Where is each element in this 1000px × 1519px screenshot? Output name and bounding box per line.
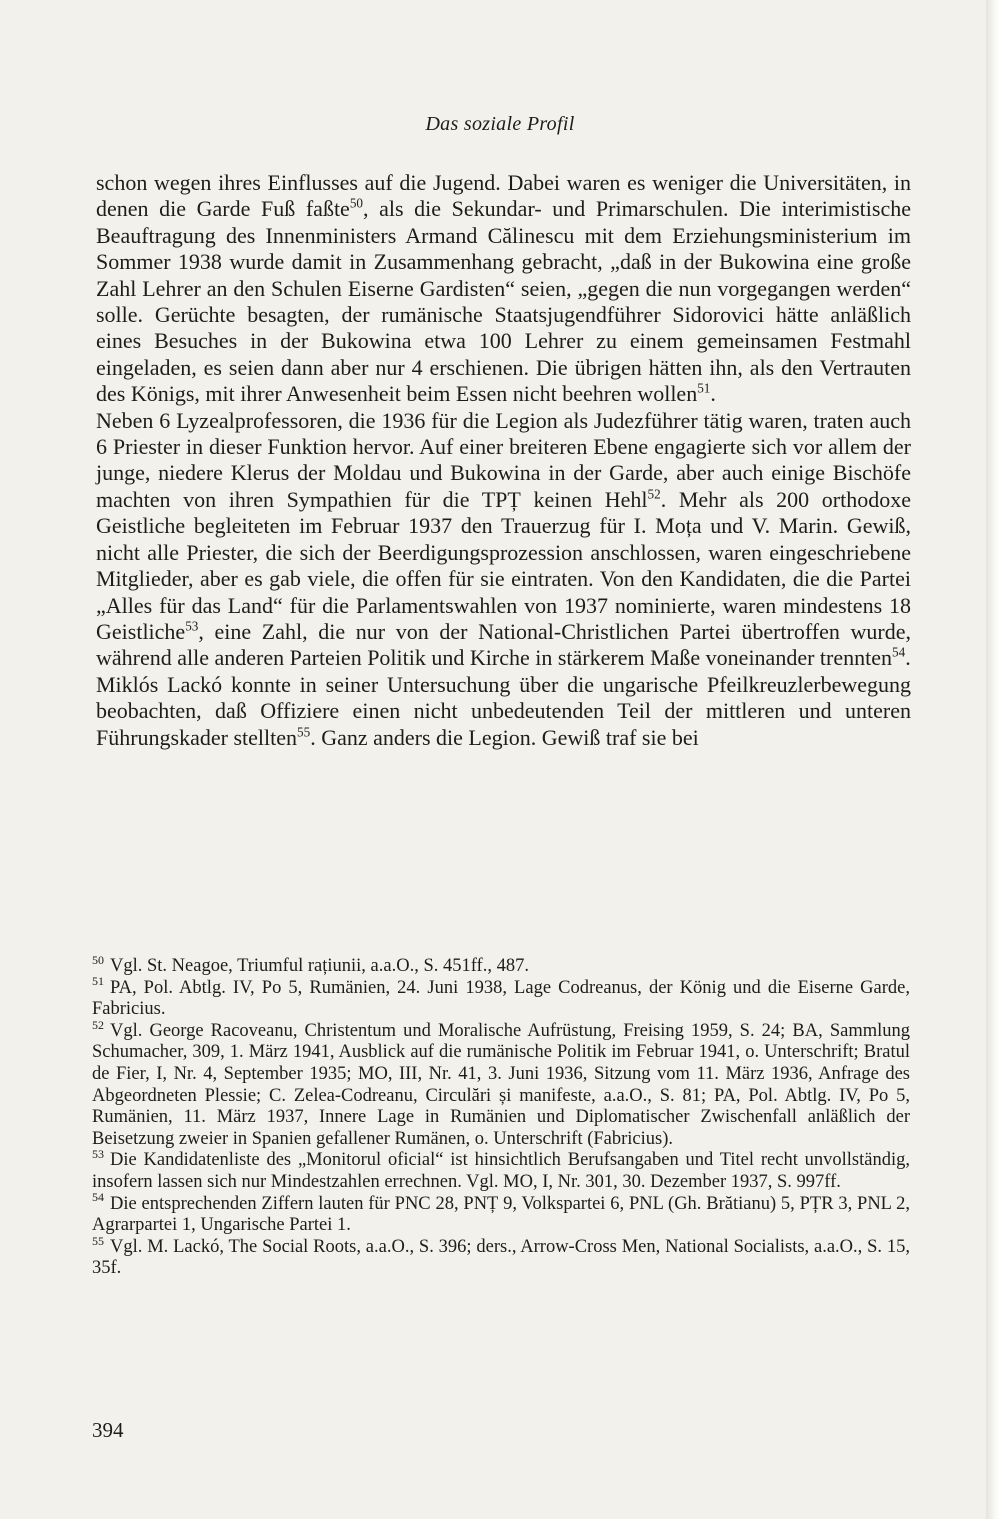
page-number: 394 [92,1418,124,1442]
text-run: Neben 6 Lyzealprofessoren, die 1936 für die Legion als Judezführer tätig waren, traten auch 6 Priester in dieser Funktion hervor. Auf einer breiteren Ebene engagierte sich vor allem der junge, niedere Klerus der Moldau und Bukowina in der Garde, aber auch einige Bischöfe machten von ihren Sympathien für die TPȚ keinen Hehl [96,407,911,512]
text-run: Miklós Lackó konnte in seiner Untersuchung über die ungarische Pfeilkreuzlerbewegung beobachten, daß Offiziere einen nicht unbedeutenden Teil der mittleren und unteren Führungskader stellten [96,671,911,750]
text-run: . [710,381,716,407]
text-run: . Ganz anders die Legion. Gewiß traf sie bei [310,724,699,750]
text-run: , als die Sekundar- und Primarschulen. Die interimistische Beauftragung des Innenministers Armand Călinescu mit dem Erziehungsministerium im Sommer 1938 wurde damit in Zusammenhang gebracht, „daß in der Bukowina eine große Zahl Lehrer an den Schulen Eiserne Gardisten“ seien, „gegen die nun vorgegangen werden“ solle. Gerüchte besagten, der rumänische Staatsjugendführer Sidorovici hätte anläßlich eines Besuches in der Bukowina etwa 100 Lehrer zu einem gemeinsamen Festmahl eingeladen, es seien dann aber nur 4 erschienen. Die übrigen hätten ihn, als den Vertrauten des Königs, mit ihrer Anwesenheit beim Essen nicht beehren wollen [96,196,911,407]
footnotes [92,952,910,1280]
footnote-ref: 53 [185,618,199,634]
footnote [92,1190,910,1237]
running-head: Das soziale Profil [425,113,575,135]
paragraph [96,672,911,751]
footnote [92,1017,910,1151]
text-run: . [905,645,911,671]
footnote-text: Vgl. George Racoveanu, Christentum und Moralische Aufrüstung, Freising 1959, S. 24; BA, Sammlung Schumacher, 309, 1. März 1941, Ausblick auf die rumänische Politik im Februar 1941, o. Unterschrift; Bratul de Fier, I, Nr. 4, September 1935; MO, III, Nr. 41, 3. Juni 1936, Sitzung vom 11. März 1936, Anfrage des Abgeordneten Plessie; C. Zelea-Codreanu, Circulări și manifeste, a.a.O., S. 81; PA, Pol. Abtlg. IV, Po 5, Rumänien, 11. März 1937, Innere Lage in Rumänien und Diplomatischer Zwischenfall anläßlich der Beisetzung zweier in Spanien gefallener Rumänen, o. Unterschrift (Fabricius). [92,1020,910,1149]
footnote-number: 51 [92,974,104,989]
footnote-text: Die entsprechenden Ziffern lauten für PNC 28, PNȚ 9, Volkspartei 6, PNL (Gh. Brătianu) 5, PȚR 3, PNL 2, Agrarpartei 1, Ungarische Partei 1. [92,1193,910,1236]
footnote-text: Vgl. M. Lackó, The Social Roots, a.a.O., S. 396; ders., Arrow-Cross Men, National Socialists, a.a.O., S. 15, 35f. [92,1236,910,1279]
body-text [96,170,911,751]
footnote [92,952,910,978]
footnote-number: 53 [92,1147,104,1162]
footnote-ref: 52 [647,486,661,502]
text-run: . Mehr als 200 orthodoxe Geistliche begleiteten im Februar 1937 den Trauerzug für I. Moța und V. Marin. Gewiß, nicht alle Priester, die sich der Beerdigungsprozession anschlossen, waren eingeschriebene Mitglieder, aber es gab viele, die offen für sie eintraten. Von den Kandidaten, die die Partei „Alles für das Land“ für die Parlamentswahlen von 1937 nominierte, waren mindestens 18 Geistliche [96,486,911,644]
footnote-number: 54 [92,1190,104,1205]
paragraph [96,408,911,672]
footnote-text: Die Kandidatenliste des „Monitorul oficial“ ist hinsichtlich Berufsangaben und Titel recht unvollständig, insofern lassen sich nur Mindestzahlen errechnen. Vgl. MO, I, Nr. 301, 30. Dezember 1937, S. 997ff. [92,1150,910,1192]
footnote-number: 52 [92,1017,104,1032]
text-run: , eine Zahl, die nur von der National-Christlichen Partei übertroffen wurde, während alle anderen Parteien Politik und Kirche in stärkerem Maße voneinander trennten [96,618,911,671]
footnote [92,1233,910,1280]
footnote-number: 55 [92,1233,104,1248]
page-edge [986,0,1000,1519]
footnote [92,974,910,1021]
footnote-ref: 54 [892,644,906,660]
footnote-text: PA, Pol. Abtlg. IV, Po 5, Rumänien, 24. Juni 1938, Lage Codreanus, der König und die Eiserne Garde, Fabricius. [92,977,910,1020]
footnote-number: 50 [92,952,104,967]
paragraph [96,170,911,408]
footnote [92,1147,910,1193]
footnote-ref: 51 [697,380,711,396]
footnote-ref: 50 [349,196,364,212]
text-run: schon wegen ihres Einflusses auf die Jugend. Dabei waren es weniger die Universitäten, in denen die Garde Fuß faßte [96,170,911,222]
footnote-ref: 55 [297,724,311,740]
footnote-text: Vgl. St. Neagoe, Triumful rațiunii, a.a.O., S. 451ff., 487. [110,956,529,976]
